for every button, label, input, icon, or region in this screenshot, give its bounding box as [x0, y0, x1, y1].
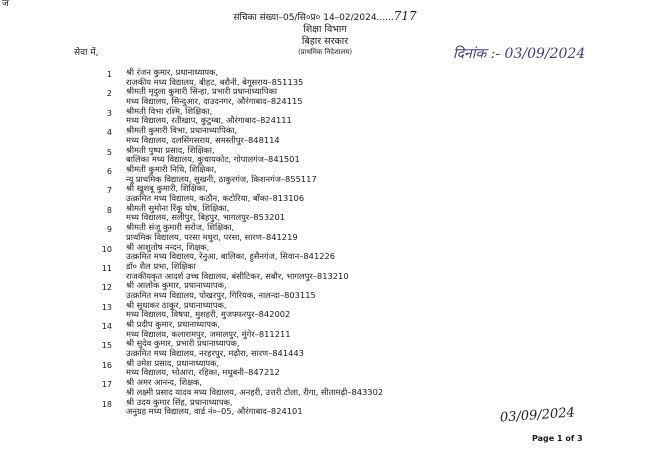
reference-line — [0, 11, 650, 24]
recipient-name: श्रीमती पुष्पा प्रसाद, शिक्षिका, — [126, 144, 215, 155]
recipient-number: 10 — [101, 244, 112, 254]
recipient-number: 15 — [101, 341, 112, 351]
recipient-address: अनुग्रह मध्य विद्यालय, वार्ड नं०–05, औरंगाबाद–824101 — [126, 406, 303, 417]
recipient-name: श्री उमेश प्रसाद, प्रधानाध्यापक, — [126, 357, 220, 368]
recipient-item — [86, 243, 636, 262]
recipient-address: मध्य विद्यालय, दलसिंगसराय, समस्तीपुर–848114 — [126, 134, 280, 145]
reference-handwritten: 717 — [393, 9, 417, 23]
recipient-address: मध्य विद्यालय, विषपा, मुशहरी, मुजफ्फरपुर–842002 — [126, 309, 291, 320]
recipient-item — [86, 126, 636, 145]
recipient-number: 8 — [106, 205, 112, 215]
recipient-item — [86, 262, 636, 281]
government-title: बिहार सरकार — [301, 36, 349, 47]
corner-mark: ज — [2, 0, 9, 9]
recipient-address: उत्क्रमित मध्य विद्यालय, नरहरपुर, मढ़ौरा, सारण–841443 — [126, 348, 304, 359]
recipient-item — [86, 87, 636, 106]
handwritten-signature-date: 03/09/2024 — [499, 405, 576, 426]
recipient-number: 9 — [106, 225, 112, 235]
recipient-name: श्रीमती कुमारी विभा, प्रधानाध्यापिका, — [126, 125, 238, 136]
recipient-address: मध्य विद्यालय, भोआरा, रहिका, मधुबनी–847212 — [126, 367, 280, 378]
recipient-item — [86, 359, 636, 378]
recipient-list — [86, 68, 636, 417]
recipient-number: 12 — [101, 283, 112, 293]
recipient-item — [86, 204, 636, 223]
recipient-number: 2 — [106, 89, 112, 99]
recipient-address: न्यू प्राथमिक विद्यालय, सुखनी, ठाकुरगंज, किशनगंज–855117 — [126, 173, 317, 184]
recipient-name: श्री प्रदीप कुमार, प्रधानाध्यापक, — [126, 319, 220, 330]
handwritten-date: दिनांक :- 03/09/2024 — [453, 46, 586, 62]
recipient-item — [86, 320, 636, 339]
recipient-address: मध्य विद्यालय, सिन्दुआर, दाउदनगर, औरंगाबाद–824115 — [126, 95, 303, 106]
recipient-address: राजकीय मध्य विद्यालय, बीहट, बरौनी, बेगूसराय–851135 — [126, 76, 304, 87]
recipient-address: उत्क्रमित मध्य विद्यालय, कठौन, कटोरिया, बाँका–813106 — [126, 192, 305, 203]
recipient-number: 3 — [106, 108, 112, 118]
recipient-name: श्री खुशबू कुमारी, शिक्षिका, — [126, 183, 208, 194]
salutation: सेवा में, — [74, 48, 99, 58]
recipient-number: 11 — [101, 263, 112, 273]
recipient-number: 17 — [101, 380, 112, 390]
recipient-item — [86, 223, 636, 242]
recipient-item — [86, 301, 636, 320]
recipient-name: श्री सुधाकर ठाकुर, प्रधानाध्यापक, — [126, 299, 227, 310]
recipient-name: श्री आशुतोष नन्दन, शिक्षक, — [126, 241, 210, 252]
recipient-item — [86, 68, 636, 87]
recipient-number: 5 — [106, 147, 112, 157]
recipient-name: श्री रंजन कुमार, प्रधानाध्यापक, — [126, 67, 219, 77]
recipient-item — [86, 146, 636, 165]
recipient-address: उत्क्रमित मध्य विद्यालय, रेनुआ, बालिका, हुसैनगंज, सिवान–841226 — [126, 251, 336, 262]
recipient-address: बालिका मध्य विद्यालय, कुचायकोट, गोपालगंज–841501 — [126, 154, 300, 165]
reference-number: संचिका संख्या–05/सि०प्र० 14–02/2024...... — [233, 13, 394, 23]
recipient-number: 14 — [101, 322, 112, 332]
recipient-number: 18 — [101, 399, 112, 409]
recipient-item — [86, 378, 636, 397]
recipient-number: 6 — [106, 166, 112, 176]
recipient-address: श्री लक्ष्मी प्रसाद यादव मध्य विद्यालय, अनहरी, उत्तरी टोला, रीगा, सीतामढ़ी–843302 — [126, 386, 384, 397]
recipient-number: 4 — [106, 128, 112, 138]
recipient-item — [86, 165, 636, 184]
recipient-address: मध्य विद्यालय, रतीखाप, कुटुम्बा, औरंगाबाद–824111 — [126, 115, 292, 126]
page-number: Page 1 of 3 — [532, 434, 583, 443]
recipient-number: 1 — [106, 70, 112, 79]
recipient-item — [86, 184, 636, 203]
recipient-number: 7 — [106, 186, 112, 196]
recipient-name: डॉ० शैल प्रभा, शिक्षिका — [126, 260, 196, 271]
department-title: शिक्षा विभाग — [303, 24, 347, 35]
recipient-name: श्रीमती सुमोना रिंकू घोष, शिक्षिका, — [126, 202, 230, 213]
recipient-address: मध्य विद्यालय, कलारामपुर, जमालपुर, मुंगेर–811211 — [126, 328, 291, 339]
recipient-address: राजकीयकृत आदर्श उच्च विद्यालय, बंसीटिकर, सबौर, भागलपुर–813210 — [126, 270, 349, 281]
recipient-name: श्रीमती मृदुला कुमारी सिन्हा, प्रभारी प्रधानाध्यापिका — [126, 86, 278, 97]
recipient-name: श्रीमती विभा रश्मि, शिक्षिका, — [126, 105, 213, 116]
recipient-number: 13 — [101, 302, 112, 312]
recipient-address: उत्क्रमित मध्य विद्यालय, पोखरपुर, गिरियक, नालन्दा–803115 — [126, 289, 316, 300]
recipient-address: प्राथमिक विद्यालय, परसा मधुरा, परसा, सारण–841219 — [126, 231, 298, 242]
recipient-item — [86, 107, 636, 126]
directorate-title: (प्राथमिक निदेशालय) — [297, 48, 353, 56]
recipient-address: मध्य विद्यालय, सलीपुर, बिहपुर, भागलपुर–853201 — [126, 212, 286, 223]
recipient-item — [86, 281, 636, 300]
recipient-number: 16 — [101, 360, 112, 370]
recipient-name: श्री अमर आनन्द, शिक्षक, — [126, 377, 203, 388]
recipient-name: श्री आलोक कुमार, प्रधानाध्यापक, — [126, 280, 227, 291]
recipient-name: श्रीमती संजू कुमारी सरोज, शिक्षिका, — [126, 222, 235, 233]
recipient-name: श्री सुदेव कुमार, प्रभारी प्रधानाध्यापक, — [126, 338, 240, 349]
recipient-item — [86, 339, 636, 358]
recipient-name: श्रीमती कुमारी निधि, शिक्षिका, — [126, 163, 217, 174]
recipient-name: श्री उदय कुमार सिंह, प्रधानाध्यापक, — [126, 396, 233, 407]
